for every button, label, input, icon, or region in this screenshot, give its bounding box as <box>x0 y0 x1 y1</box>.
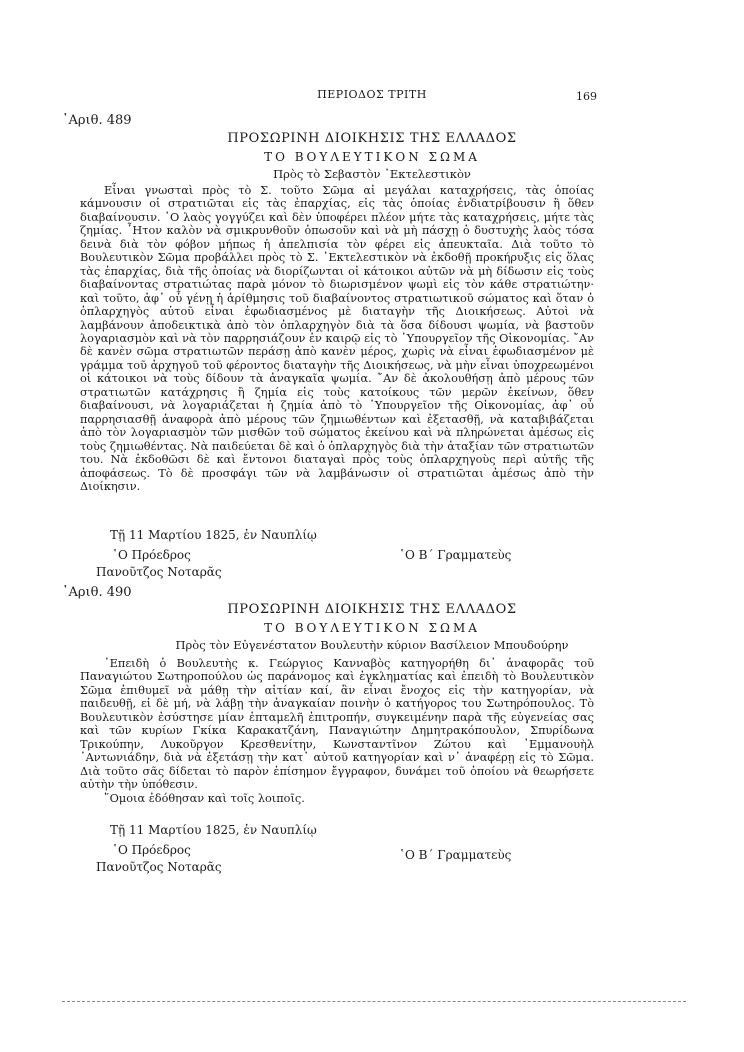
addressee: Πρὸς τὸν Εὐγενέστατον Βουλευτὴν κύριον Βασίλειον Μπουδούρην <box>175 638 569 652</box>
secretary-title: ῾Ο Β΄ Γραμματεὺς <box>399 548 512 562</box>
president-title: ῾Ο Πρόεδρος <box>112 843 191 857</box>
addressee: Πρὸς τὸ Σεβαστὸν ᾿Εκτελεστικὸν <box>273 167 471 181</box>
doc-paragraph: Εἶναι γνωσταὶ πρὸς τὸ Σ. τοῦτο Σῶμα αἱ μεγάλαι καταχρήσεις, τὰς ὁποίας κάμνουσιν οἱ στρατιῶται εἰς τὰς ἐπαρχίας, εἰς τὰς ὁποίας ἐνδιατρίβουσιν ἢ ὅθεν διαβαίνουσιν. ῾Ο λαὸς γογγύζει καὶ δὲν ὑποφέρει πλέον μήτε τὰς καταχρήσεις, μήτε τὰς ζημίας. ῏Ητον καλὸν νὰ σμικρυνθοῦν ὁπωσοῦν καὶ νὰ μὴ πάσχῃ ὁ δυστυχὴς λαὸς τόσα δεινὰ διὰ τὸν φόβον μήπως ἡ ἀπελπισία τὸν φέρει εἰς ἀπευκταῖα. Διὰ τοῦτο τὸ Βουλευτικὸν Σῶμα προβάλλει πρὸς τὸ Σ. ᾿Εκτελεστικὸν νὰ ἐκδοθῇ προκήρυξις εἰς ὅλας τὰς ἐπαρχίας, διὰ τῆς ὁποίας νὰ διορίζωνται οἱ κάτοικοι αὐτῶν νὰ μὴ δίδωσιν εἰς τοὺς διαβαίνοντας στρατιώτας παρὰ μόνον τὸ διωρισμένον ψωμὶ εἰς τὸν κάθε στρατιώτην· καὶ τοῦτο, ἀφ᾿ οὗ γένῃ ἡ ἀρίθμησις τοῦ διαβαίνοντος στρατιωτικοῦ σώματος καὶ ὅταν ὁ ὁπλαρχηγὸς αὐτοῦ εἶναι ἐφωδιασμένος μὲ διαταγὴν τῆς Διοικήσεως. Αὐτοὶ νὰ λαμβάνουν ἀποδεικτικὰ ἀπὸ τὸν ὁπλαρχηγὸν διὰ τὰ ὅσα δίδουσι ψωμία, νὰ βαστοῦν λογαριασμὸν καὶ νὰ τὸν παρρησιάζουν ἐν καιρῷ εἰς τὸ ῾Υπουργεῖον τῆς Οἰκονομίας. ῎Αν δὲ κανὲν σῶμα στρατιωτῶν περάσῃ ἀπὸ κανὲν μέρος, χωρὶς νὰ εἶναι ἐφωδιασμένον μὲ γράμμα τοῦ ἀρχηγοῦ τοῦ φέροντος διαταγὴν τῆς Διοικήσεως, νὰ μὴν εἶναι ὑποχρεωμένοι οἱ κάτοικοι νὰ τοὺς δίδουν τὰ ἀναγκαῖα ψωμία. ῎Αν δὲ ἀκολουθήσῃ ἀπὸ μέρους τῶν στρατιωτῶν κατάχρησις ἢ ζημία εἰς τοὺς κατοίκους τῶν μερῶν ἐκείνων, ὅθεν διαβαίνουσι, νὰ λογαριάζεται ἡ ζημία ἀπὸ τὸ ῾Υπουργεῖον τῆς Οἰκονομίας, ἀφ᾿ οὗ παρρησιασθῇ ἀναφορὰ ἀπὸ μέρους τῶν ζημιωθέντων καὶ ἐξετασθῇ, νὰ καταβιβάζεται ἀπὸ τὸν λογαριασμὸν τῶν μισθῶν τοῦ σώματος ἐκείνου καὶ νὰ πληρώνεται ἀμέσως εἰς τοὺς ζημιωθέντας. Νὰ παιδεύεται δὲ καὶ ὁ ὁπλαρχηγὸς διὰ τὴν ἀταξίαν τῶν στρατιωτῶν του. Νὰ ἐκδοθῶσι δὲ καὶ ἔντονοι διαταγαὶ πρὸς τοὺς ὁπλαρχηγοὺς περὶ αὐτῆς τῆς ἀποφάσεως. Τὸ δὲ προσφάγι τῶν νὰ λαμβάνωσιν οἱ στρατιῶται ἀμέσως ἀπὸ τὴν Διοίκησιν. <box>80 184 594 493</box>
president-name: Πανοῦτζος Νοταρᾶς <box>96 860 222 874</box>
secretary-title: ῾Ο Β΄ Γραμματεὺς <box>399 848 512 862</box>
president-title: ῾Ο Πρόεδρος <box>112 548 191 562</box>
page-number: 169 <box>576 90 597 103</box>
doc-body <box>80 657 594 805</box>
doc-title: ΠΡΟΣΩΡΙΝΗ ΔΙΟΙΚΗΣΙΣ ΤΗΣ ΕΛΛΑΔΟΣ <box>227 602 517 617</box>
doc-number: ᾿Αριθ. 490 <box>62 585 132 600</box>
doc-note: ῞Ομοια ἐδόθησαν καὶ τοῖς λοιποῖς. <box>104 791 305 805</box>
doc-date: Τῇ 11 Μαρτίου 1825, ἐν Ναυπλίῳ <box>110 528 317 542</box>
doc-body <box>80 184 594 493</box>
doc-number: ᾿Αριθ. 489 <box>62 113 132 128</box>
footer-divider <box>62 1001 686 1002</box>
doc-paragraph: ᾿Επειδὴ ὁ Βουλευτὴς κ. Γεώργιος Κανναβὸς κατηγορήθη δι᾿ ἀναφορᾶς τοῦ Παναγιώτου Σωτηροπούλου ὡς παράνομος καὶ ἐγκληματίας καὶ ἐπειδὴ τὸ Βουλευτικὸν Σῶμα ἐπιθυμεῖ νὰ μάθῃ τὴν αἰτίαν καί, ἂν εἶναι ἔνοχος εἰς τὴν κατηγορίαν, νὰ παιδευθῇ, εἰ δὲ μή, νὰ λάβῃ τὴν ἀναγκαίαν ποινὴν ὁ κατήγορος του Σωτηρόπουλος. Τὸ Βουλευτικὸν ἐσύστησε μίαν ἐπταμελῆ ἐπιτροπήν, συγκειμένην παρὰ τῆς εὐγενείας σας καὶ τῶν κυρίων Γκίκα Καρακατζάνη, Παναγιώτην Δημητρακόπουλον, Σπυρίδωνα Τρικούπην, Λυκοῦργον Κρεσθενίτην, Κωνσταντῖνον Ζώτου καὶ ᾿Εμμανουὴλ ᾿Αντωνιάδην, διὰ νὰ ἐξετάσῃ τὴν κατ᾿ αὐτοῦ κατηγορίαν καὶ ν᾿ ἀναφέρῃ εἰς τὸ Σῶμα. Διὰ τοῦτο σᾶς δίδεται τὸ παρὸν ἐπίσημον ἔγγραφον, δυνάμει τοῦ ὁποίου νὰ θεωρήσετε αὐτὴν τὴν ὑπόθεσιν. <box>80 657 594 792</box>
body-name: ΤΟ ΒΟΥΛΕΥΤΙΚΟΝ ΣΩΜΑ <box>264 150 480 164</box>
president-name: Πανοῦτζος Νοταρᾶς <box>96 565 222 579</box>
doc-title: ΠΡΟΣΩΡΙΝΗ ΔΙΟΙΚΗΣΙΣ ΤΗΣ ΕΛΛΑΔΟΣ <box>227 131 517 146</box>
body-name: ΤΟ ΒΟΥΛΕΥΤΙΚΟΝ ΣΩΜΑ <box>264 621 480 635</box>
running-title: ΠΕΡΙΟΔΟΣ ΤΡΙΤΗ <box>317 88 427 101</box>
doc-date: Τῇ 11 Μαρτίου 1825, ἐν Ναυπλίῳ <box>110 823 317 837</box>
